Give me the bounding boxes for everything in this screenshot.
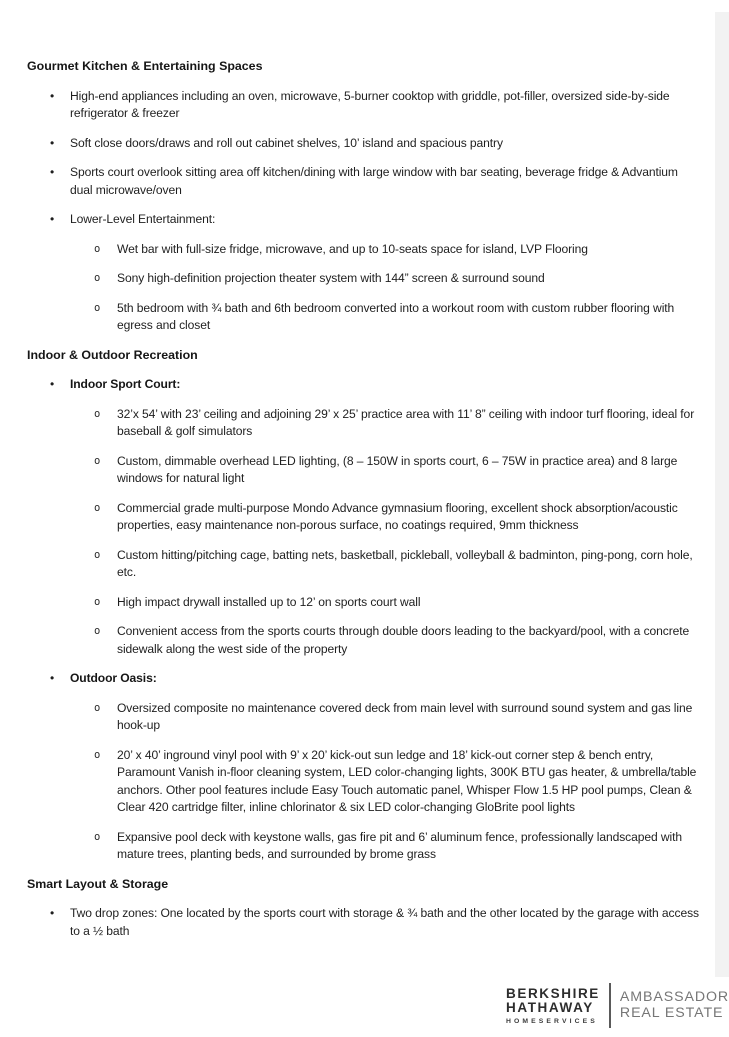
list-item-text: Wet bar with full-size fridge, microwave, and up to 10-seats space for island, LVP Flooring <box>117 241 588 256</box>
bullet-disc-icon: • <box>50 88 55 103</box>
bullet-circle-icon: o <box>94 272 101 284</box>
brand-name-line3: HOMESERVICES <box>506 1017 598 1025</box>
list-item-text: Sports court overlook sitting area off kitchen/dining with large window with bar seating, beverage fridge & Advantium dual microwave/oven <box>70 165 678 197</box>
bullet-disc-icon: • <box>50 671 55 685</box>
scrollbar-track[interactable] <box>715 12 729 977</box>
list-item <box>50 164 702 199</box>
bullet-circle-icon: o <box>94 595 101 608</box>
bullet-circle-icon: o <box>94 301 101 314</box>
list-item-text: Outdoor Oasis: <box>70 671 157 685</box>
ambassador-real-estate-wordmark <box>620 990 729 1021</box>
bullet-circle-icon: o <box>94 407 101 420</box>
list-item-text: Lower-Level Entertainment: <box>70 212 216 226</box>
list-item-text: Soft close doors/draws and roll out cabinet shelves, 10’ island and spacious pantry <box>70 135 503 150</box>
list-item <box>50 905 702 940</box>
list-item-text: Custom, dimmable overhead LED lighting, (8 – 150W in sports court, 6 – 75W in practice area) and 8 large windows for natural light <box>117 453 678 485</box>
list-item-text: Custom hitting/pitching cage, batting nets, basketball, pickleball, volleyball & badminton, ping-pong, corn hole, etc. <box>117 547 693 579</box>
list-item <box>94 547 703 582</box>
section-heading: Indoor & Outdoor Recreation <box>27 347 198 362</box>
list-item <box>94 270 703 288</box>
list-item-text: High-end appliances including an oven, microwave, 5-burner cooktop with griddle, pot-filler, oversized side-by-side refrigerator & freezer <box>70 88 670 120</box>
bullet-disc-icon: • <box>50 906 55 920</box>
bullet-circle-icon: o <box>94 501 101 514</box>
list-item <box>50 211 702 229</box>
bullet-disc-icon: • <box>50 377 55 391</box>
list-item <box>50 376 702 394</box>
list-item-text: Sony high-definition projection theater system with 144” screen & surround sound <box>117 271 545 285</box>
list-item-text: Two drop zones: One located by the sports court with storage & ¾ bath and the other located by the garage with access to a ½ bath <box>70 906 699 938</box>
partner-name-line1: AMBASSADOR <box>619 989 729 1005</box>
list-item <box>94 700 703 735</box>
list-item <box>94 406 703 441</box>
brokerage-logo <box>506 983 729 1028</box>
list-item-text: Oversized composite no maintenance covered deck from main level with surround sound system and gas line hook-up <box>117 700 693 732</box>
bullet-circle-icon: o <box>94 830 101 843</box>
list-item-text: Expansive pool deck with keystone walls, gas fire pit and 6’ aluminum fence, professionally landscaped with mature trees, planting beds, and surrounded by brome grass <box>117 829 682 861</box>
list-item <box>94 594 703 612</box>
list-item <box>94 241 703 259</box>
list-item <box>50 88 702 123</box>
list-item-text: Convenient access from the sports courts through double doors leading to the backyard/pool, with a concrete sidewalk along the west side of the property <box>117 624 690 656</box>
logo-divider <box>609 983 611 1028</box>
list-item-text: Indoor Sport Court: <box>70 377 181 391</box>
list-item <box>94 747 703 817</box>
bullet-circle-icon: o <box>94 625 101 637</box>
list-item <box>94 453 703 488</box>
berkshire-hathaway-wordmark <box>506 987 600 1025</box>
brand-name-line1: BERKSHIRE <box>506 985 600 1001</box>
bullet-disc-icon: • <box>50 135 55 150</box>
bullet-circle-icon: o <box>94 548 101 561</box>
bullet-disc-icon: • <box>50 212 55 226</box>
bullet-circle-icon: o <box>94 701 101 714</box>
list-item-text: 32’x 54’ with 23’ ceiling and adjoining 29’ x 25’ practice area with 11’ 8” ceiling with indoor turf flooring, ideal for baseball & golf simulators <box>117 406 695 438</box>
list-item-text: High impact drywall installed up to 12’ on sports court wall <box>117 594 421 609</box>
list-item <box>94 300 703 335</box>
list-item <box>94 623 703 658</box>
section-heading: Smart Layout & Storage <box>27 876 169 891</box>
bullet-circle-icon: o <box>94 454 101 467</box>
document-content <box>0 58 729 952</box>
section-heading: Gourmet Kitchen & Entertaining Spaces <box>27 59 263 73</box>
list-item <box>50 135 702 153</box>
list-item <box>50 670 702 688</box>
bullet-circle-icon: o <box>94 242 101 255</box>
list-item <box>94 500 703 535</box>
list-item-text: 5th bedroom with ¾ bath and 6th bedroom converted into a workout room with custom rubber flooring with egress and closet <box>117 300 675 332</box>
partner-name-line2: REAL ESTATE <box>619 1004 724 1021</box>
list-item-text: Commercial grade multi-purpose Mondo Advance gymnasium flooring, excellent shock absorption/acoustic properties, easy maintenance non-porous surface, no coatings required, 9mm thickness <box>117 500 678 532</box>
list-item-text: 20’ x 40’ inground vinyl pool with 9’ x 20’ kick-out sun ledge and 18’ kick-out corner step & bench entry, Paramount Vanish in-floor cleaning system, LED color-changing lights, 300K BTU gas heater, & umbrella/table anchors. Other pool features include Easy Touch automatic panel, Whisper Flow 1.5 HP pool pumps, Clean & Clear 420 cartridge filter, inline chlorinator & six LED color-changing GloBrite pool lights <box>117 747 697 814</box>
brand-name-line2: HATHAWAY <box>506 999 594 1015</box>
bullet-circle-icon: o <box>94 748 101 761</box>
list-item <box>94 829 703 864</box>
bullet-disc-icon: • <box>50 165 55 179</box>
